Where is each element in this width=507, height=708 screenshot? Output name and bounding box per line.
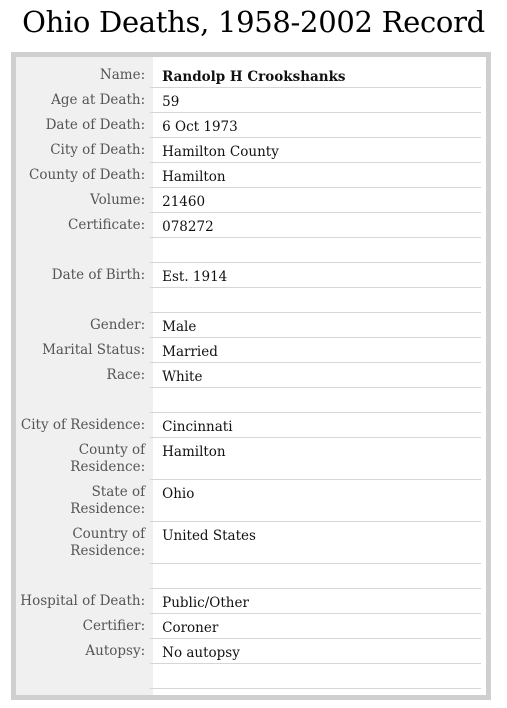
field-label: County of Death: xyxy=(28,167,146,183)
field-label: Certifier: xyxy=(82,618,146,634)
field-label: Gender: xyxy=(90,317,146,333)
field-label: Country of Residence: xyxy=(70,526,146,559)
field-value xyxy=(150,664,481,689)
field-value: Public/Other xyxy=(150,589,481,614)
record-row-blank xyxy=(16,664,486,689)
field-label xyxy=(16,664,150,689)
record-row-country-of-residence xyxy=(16,522,486,564)
record-row-state-of-residence xyxy=(16,480,486,522)
record-row-certificate xyxy=(16,213,486,238)
field-value: Cincinnati xyxy=(150,413,481,438)
record-row-race xyxy=(16,363,486,388)
field-value xyxy=(150,388,481,413)
record-row-blank xyxy=(16,288,486,313)
field-label xyxy=(16,238,150,263)
record-row-marital-status xyxy=(16,338,486,363)
field-label: Certificate: xyxy=(68,217,146,233)
record-row-hospital-of-death xyxy=(16,589,486,614)
field-label: Marital Status: xyxy=(42,342,146,358)
field-label: Hospital of Death: xyxy=(20,593,146,609)
field-value: Hamilton xyxy=(150,163,481,188)
page-title: Ohio Deaths, 1958-2002 Record xyxy=(22,5,485,39)
field-label: City of Residence: xyxy=(20,417,146,433)
record-row-city-of-death xyxy=(16,138,486,163)
field-value xyxy=(150,288,481,313)
record-row-date-of-death xyxy=(16,113,486,138)
field-label: Date of Death: xyxy=(45,117,146,133)
field-value: 078272 xyxy=(150,213,481,238)
record-row-certifier xyxy=(16,614,486,639)
record-row-blank xyxy=(16,689,486,700)
field-label xyxy=(16,564,150,589)
field-label xyxy=(16,689,150,700)
field-value xyxy=(150,238,481,263)
field-value: Randolp H Crookshanks xyxy=(150,63,481,88)
field-value: Coroner xyxy=(150,614,481,639)
field-label: Name: xyxy=(99,67,146,83)
field-label: Autopsy: xyxy=(85,643,146,659)
field-value xyxy=(150,564,481,589)
field-value: White xyxy=(150,363,481,388)
record-row-gender xyxy=(16,313,486,338)
record-row-city-of-residence xyxy=(16,413,486,438)
field-value: Hamilton xyxy=(150,438,481,480)
field-value: 59 xyxy=(150,88,481,113)
field-value: United States xyxy=(150,522,481,564)
field-label: Age at Death: xyxy=(51,92,146,108)
record-table xyxy=(11,52,491,700)
field-value: Married xyxy=(150,338,481,363)
field-label: City of Death: xyxy=(50,142,146,158)
record-row-autopsy xyxy=(16,639,486,664)
record-row-county-of-death xyxy=(16,163,486,188)
field-value: No autopsy xyxy=(150,639,481,664)
field-value: Ohio xyxy=(150,480,481,522)
record-row-blank xyxy=(16,388,486,413)
field-label: Date of Birth: xyxy=(51,267,146,283)
field-label xyxy=(16,388,150,413)
field-value: 6 Oct 1973 xyxy=(150,113,481,138)
record-row-date-of-birth xyxy=(16,263,486,288)
field-label xyxy=(16,288,150,313)
field-value: Male xyxy=(150,313,481,338)
field-label: County of Residence: xyxy=(70,442,146,475)
field-label: Volume: xyxy=(90,192,146,208)
record-row-county-of-residence xyxy=(16,438,486,480)
record-row-blank xyxy=(16,564,486,589)
record-row-blank xyxy=(16,238,486,263)
field-value: Est. 1914 xyxy=(150,263,481,288)
field-value: 21460 xyxy=(150,188,481,213)
field-value: Hamilton County xyxy=(150,138,481,163)
field-label: Race: xyxy=(106,367,146,383)
record-row-name xyxy=(16,63,486,88)
record-rows xyxy=(16,63,486,700)
record-row-age-at-death xyxy=(16,88,486,113)
field-value xyxy=(150,689,481,700)
record-row-volume xyxy=(16,188,486,213)
field-label: State of Residence: xyxy=(70,484,146,517)
